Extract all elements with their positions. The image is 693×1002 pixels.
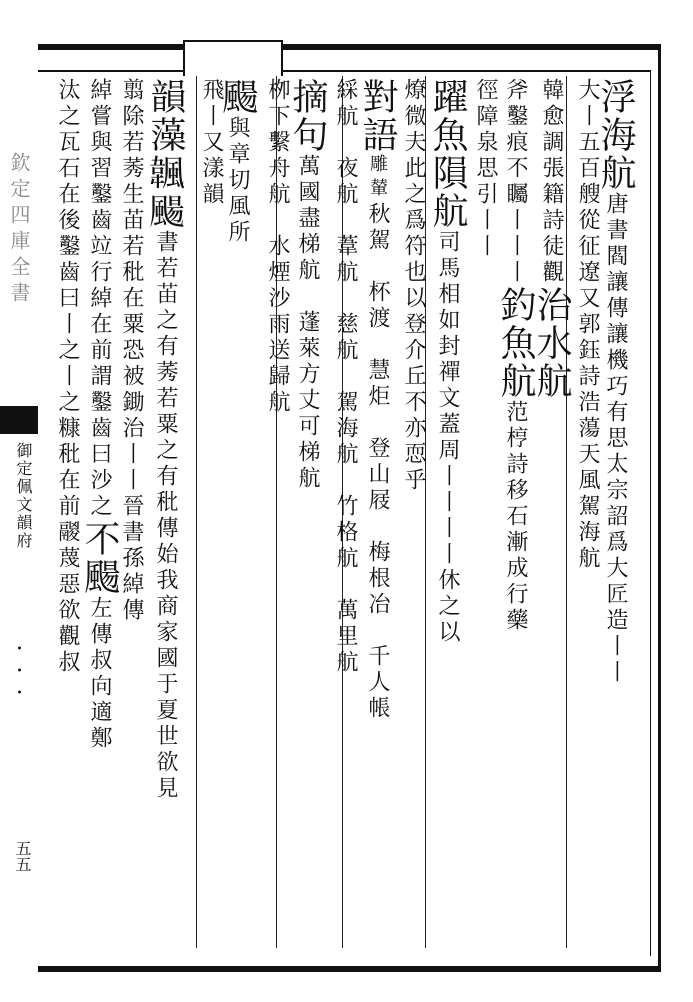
text-column xyxy=(287,78,328,948)
text-column xyxy=(495,78,536,948)
entry-heading: 不颺 xyxy=(79,520,120,596)
entry-heading: 韻藻 xyxy=(145,78,186,154)
page-number: 五五 xyxy=(13,840,32,872)
entry-heading: 摘句 xyxy=(287,78,328,154)
text-segment: 左傳叔向適鄭 xyxy=(87,596,112,752)
spine-top-text: 欽定四庫全書 xyxy=(7,152,31,308)
text-segment: 秋駕 杯渡 慧炬 登山屐 梅根冶 千人帳 xyxy=(365,202,390,722)
text-segment: 韓愈調張籍詩徒觀 xyxy=(539,78,564,286)
text-segment: 斧鑿痕不矚丨丨丨 xyxy=(503,78,528,286)
text-segment: 栁下繫舟航 水煙沙雨送歸航 xyxy=(265,78,290,416)
entry-heading: 對語 xyxy=(357,78,398,154)
header-tab-box xyxy=(183,40,283,76)
text-column xyxy=(145,78,186,948)
text-column xyxy=(217,78,258,948)
entry-heading: 𩘚颺 xyxy=(145,154,186,230)
text-segment: 書若苖之有莠若粟之有秕傳始我商家國于夏世欲見 xyxy=(153,230,178,802)
text-segment: 萬國盡梯航 蓬萊方丈可梯航 xyxy=(295,154,320,492)
text-segment: 徑障泉思引丨丨 xyxy=(473,78,498,260)
text-segment: 綽嘗與習鑿齒竝行綽在前謂鑿齒曰沙之 xyxy=(87,78,112,520)
spine-black-rule xyxy=(0,406,38,434)
text-segment: 燎微夫此之爲符也以登介丘不亦恧乎 xyxy=(401,78,426,494)
text-segment: 大丨五百艘從征遼又郭鈺詩浩蕩天風駕海航 xyxy=(575,78,600,572)
text-segment: 范梈詩移石漸成行藥 xyxy=(503,400,528,634)
text-column xyxy=(427,78,468,948)
entry-heading: 颺 xyxy=(217,78,258,116)
text-segment: 唐書閻讓傳讓機巧有思太宗詔爲大匠造丨丨 xyxy=(603,192,628,686)
text-segment: 飛丨又漾韻 xyxy=(199,78,224,208)
entry-heading: 躍魚隕航 xyxy=(427,78,468,230)
text-segment: 雕輦 xyxy=(367,154,388,202)
text-column xyxy=(79,78,120,948)
text-column xyxy=(116,78,146,948)
page-spine xyxy=(0,70,38,954)
text-segment: 翦除若莠生苖若秕在粟恐被鋤治丨丨晉書孫綽傳 xyxy=(119,78,144,624)
entry-heading: 浮海航 xyxy=(595,78,636,192)
spine-book-title: 御定佩文韻府 xyxy=(14,442,33,550)
spine-dots: ・・・ xyxy=(9,640,28,706)
text-segment: 綵航 夜航 葦航 慈航 駕海航 竹格航 萬里航 xyxy=(333,78,358,676)
text-segment: 與章切風所 xyxy=(225,116,250,246)
text-column xyxy=(470,78,500,948)
text-column xyxy=(531,78,572,948)
text-column xyxy=(330,78,360,948)
text-column xyxy=(595,78,636,948)
entry-heading: 釣魚航 xyxy=(495,286,536,400)
text-column xyxy=(196,78,226,948)
text-segment: 鬷蔑惡欲觀叔 xyxy=(55,520,80,676)
text-column xyxy=(262,78,292,948)
text-column xyxy=(357,78,398,948)
text-segment: 司馬相如封禪文蓋周丨丨丨丨休之以 xyxy=(435,230,460,646)
text-column xyxy=(398,78,428,948)
entry-heading: 治水航 xyxy=(531,286,572,400)
text-column xyxy=(52,78,82,948)
text-column xyxy=(572,78,602,948)
text-segment: 汰之瓦石在後鑿齒曰丨之丨之糠秕在前 xyxy=(55,78,80,520)
column-divider xyxy=(566,76,567,948)
